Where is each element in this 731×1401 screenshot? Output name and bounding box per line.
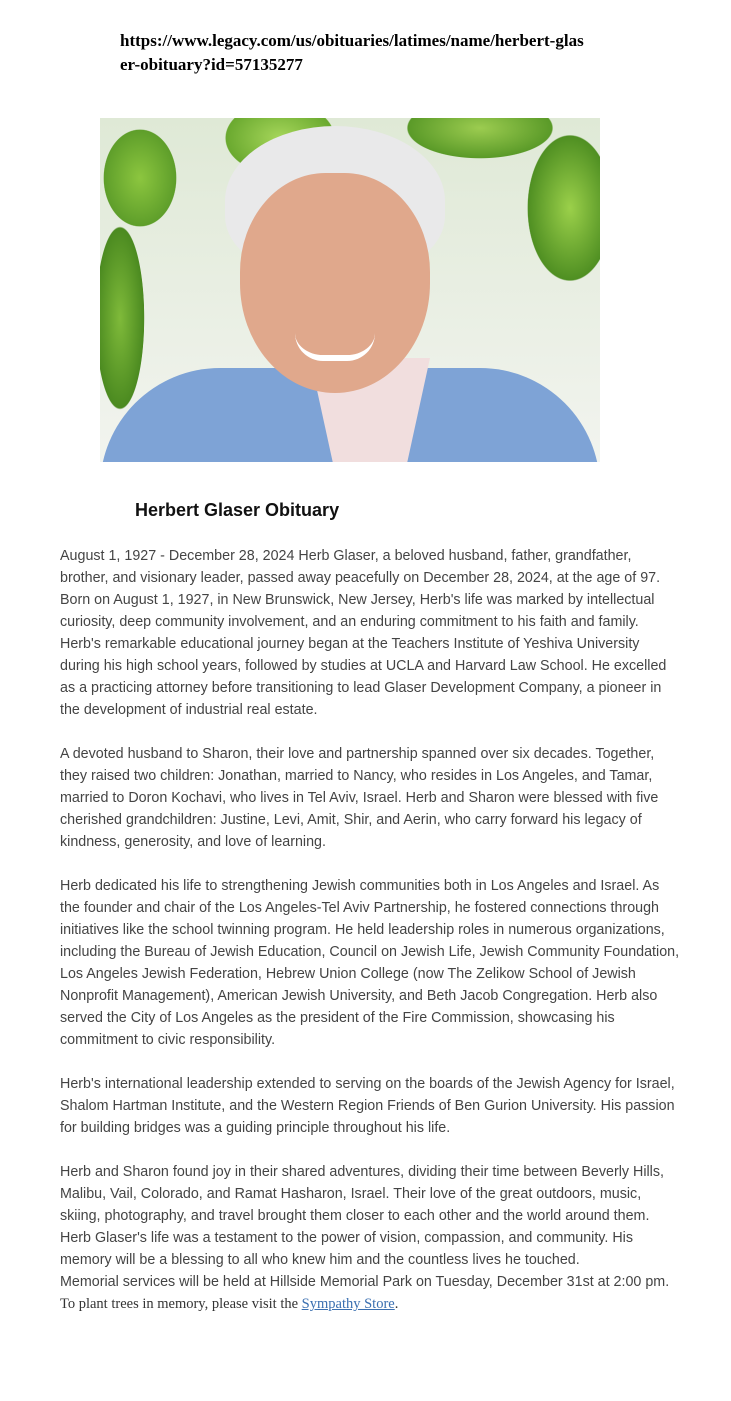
- paragraph-intro: August 1, 1927 - December 28, 2024 Herb Glaser, a beloved husband, father, grandfather, brother, and visionary leader, passed away peacefully on December 28, 2024, at the age of 97. Born on August 1, 1927, in New Brunswick, New Jersey, Herb's life was marked by intellectual curiosity, deep community involvement, and an enduring commitment to his faith and family. Herb's remarkable educational journey began at the Teachers Institute of Yeshiva University during his high school years, followed by studies at UCLA and Harvard Law School. He excelled as a practicing attorney before transitioning to lead Glaser Development Company, a pioneer in the development of industrial real estate.: [60, 548, 667, 718]
- plant-trees-note: [60, 1293, 682, 1315]
- source-url: https://www.legacy.com/us/obituaries/latimes/name/herbert-glaser-obituary?id=57135277: [120, 31, 584, 74]
- plant-text: To plant trees in memory, please visit the: [60, 1296, 302, 1312]
- paragraph-memorial: Memorial services will be held at Hillside Memorial Park on Tuesday, December 31st at 2:00 pm.: [60, 1274, 670, 1290]
- paragraph-adventures: Herb and Sharon found joy in their shared adventures, dividing their time between Beverly Hills, Malibu, Vail, Colorado, and Ramat Hasharon, Israel. Their love of the great outdoors, music, skiing, photography, and travel brought them closer to each other and the world around them. Herb Glaser's life was a testament to the power of vision, compassion, and community. His memory will be a blessing to all who knew him and the countless lives he touched.: [60, 1164, 664, 1268]
- paragraph-family: A devoted husband to Sharon, their love and partnership spanned over six decades. Together, they raised two children: Jonathan, married to Nancy, who resides in Los Angeles, and Tamar, married to Doron Kochavi, who lives in Tel Aviv, Israel. Herb and Sharon were blessed with five cherished grandchildren: Justine, Levi, Amit, Shir, and Aerin, who carry forward his legacy of kindness, generosity, and love of learning.: [60, 746, 659, 850]
- portrait-photo: [100, 118, 600, 462]
- paragraph-international: Herb's international leadership extended to serving on the boards of the Jewish Agency for Israel, Shalom Hartman Institute, and the Western Region Friends of Ben Gurion University. His passion for building bridges was a guiding principle throughout his life.: [60, 1076, 675, 1136]
- obituary-title: Herbert Glaser Obituary: [135, 500, 340, 520]
- paragraph-community: Herb dedicated his life to strengthening Jewish communities both in Los Angeles and Israel. As the founder and chair of the Los Angeles-Tel Aviv Partnership, he fostered connections through initiatives like the school twinning program. He held leadership roles in numerous organizations, including the Bureau of Jewish Education, Council on Jewish Life, Jewish Community Foundation, Los Angeles Jewish Federation, Hebrew Union College (now The Zelikow School of Jewish Nonprofit Management), American Jewish University, and Beth Jacob Congregation. Herb also served the City of Los Angeles as the president of the Fire Commission, showcasing his commitment to civic responsibility.: [60, 878, 680, 1048]
- obituary-body: [60, 545, 682, 1337]
- plant-end: .: [394, 1296, 399, 1312]
- sympathy-store-link[interactable]: Sympathy Store: [301, 1296, 395, 1312]
